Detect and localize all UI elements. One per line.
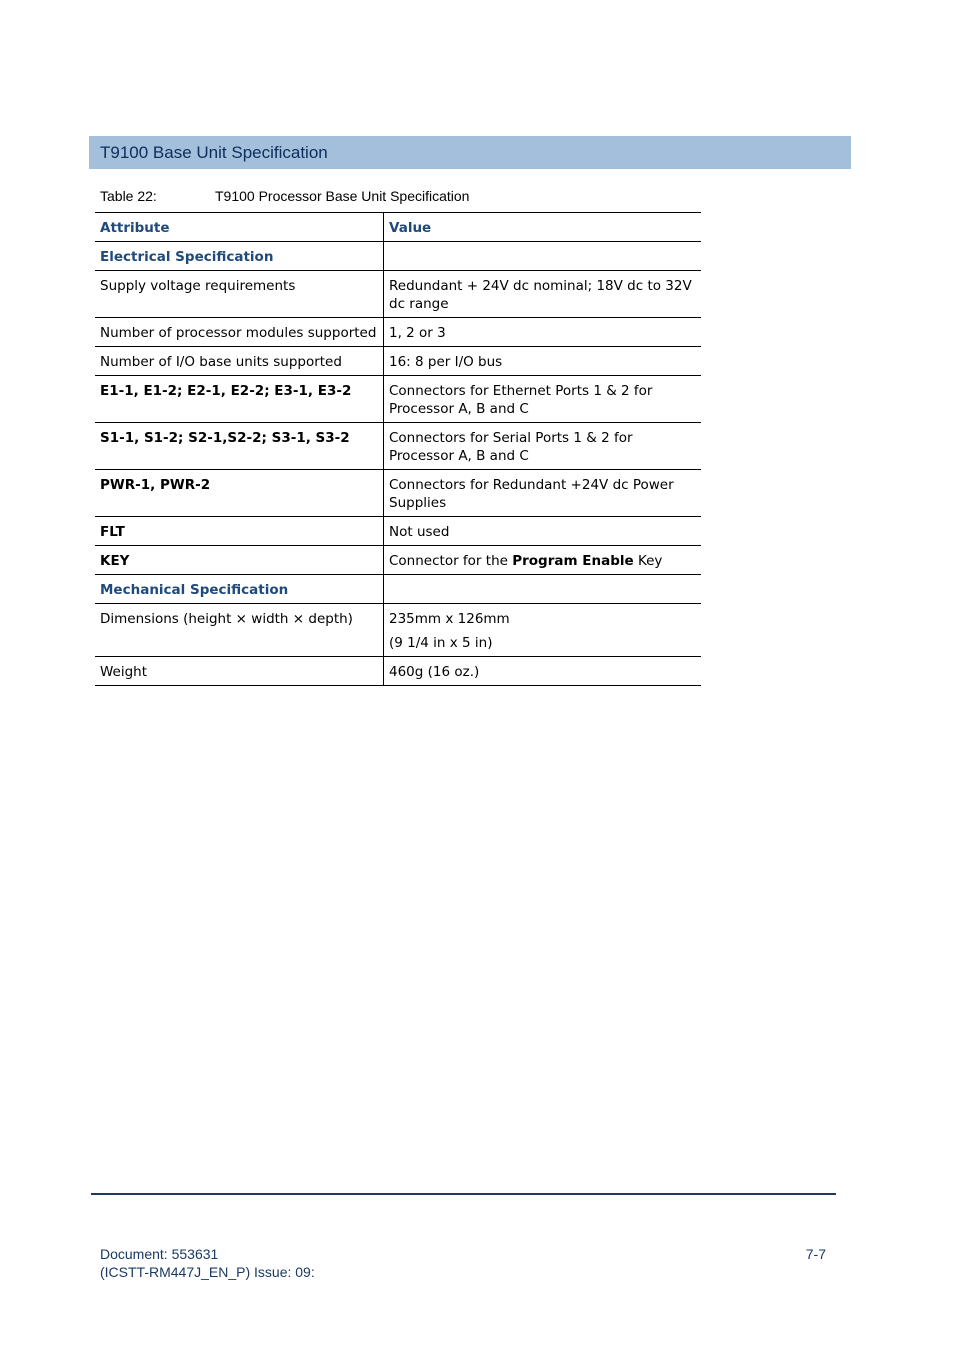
value-cell: 1, 2 or 3: [384, 318, 702, 347]
value-cell: [384, 546, 702, 575]
attribute-cell: S1-1, S1-2; S2-1,S2-2; S3-1, S3-2: [95, 423, 384, 470]
value-cell: 16: 8 per I/O bus: [384, 347, 702, 376]
value-cell: (9 1/4 in x 5 in): [384, 632, 702, 657]
table-number: Table 22:: [100, 188, 157, 204]
table-row: [95, 423, 701, 470]
table-row: [95, 517, 701, 546]
table-row: [95, 271, 701, 318]
header-attribute: Attribute: [95, 213, 384, 242]
value-cell: Not used: [384, 517, 702, 546]
table-row: [95, 657, 701, 686]
value-cell: 460g (16 oz.): [384, 657, 702, 686]
table-header-row: [95, 213, 701, 242]
table-row: [95, 604, 701, 633]
attribute-cell: Supply voltage requirements: [95, 271, 384, 318]
attribute-cell: Dimensions (height × width × depth): [95, 604, 384, 657]
value-cell: Redundant + 24V dc nominal; 18V dc to 32V dc range: [384, 271, 702, 318]
electrical-heading: Electrical Specification: [95, 242, 384, 271]
table-row: [95, 470, 701, 517]
table-title: T9100 Processor Base Unit Specification: [215, 188, 470, 204]
value-cell: Connectors for Ethernet Ports 1 & 2 for Processor A, B and C: [384, 376, 702, 423]
mechanical-heading: Mechanical Specification: [95, 575, 384, 604]
table-row: [95, 546, 701, 575]
header-value: Value: [384, 213, 702, 242]
footer-document-info: [100, 1245, 315, 1281]
spec-table: [95, 212, 701, 686]
mechanical-heading-row: [95, 575, 701, 604]
attribute-cell: FLT: [95, 517, 384, 546]
value-cell: 235mm x 126mm: [384, 604, 702, 633]
footer-divider: [91, 1193, 836, 1195]
value-emphasis: Program Enable: [512, 553, 634, 569]
table-row: [95, 376, 701, 423]
attribute-cell: Weight: [95, 657, 384, 686]
table-caption: [100, 188, 469, 204]
attribute-cell: E1-1, E1-2; E2-1, E2-2; E3-1, E3-2: [95, 376, 384, 423]
empty-cell: [384, 242, 702, 271]
attribute-cell: Number of I/O base units supported: [95, 347, 384, 376]
document-issue: (ICSTT-RM447J_EN_P) Issue: 09:: [100, 1264, 315, 1280]
value-cell: Connectors for Serial Ports 1 & 2 for Processor A, B and C: [384, 423, 702, 470]
attribute-cell: Number of processor modules supported: [95, 318, 384, 347]
table-row: [95, 347, 701, 376]
value-cell: Connectors for Redundant +24V dc Power Supplies: [384, 470, 702, 517]
document-number: Document: 553631: [100, 1246, 219, 1262]
electrical-heading-row: [95, 242, 701, 271]
empty-cell: [384, 575, 702, 604]
section-heading: T9100 Base Unit Specification: [89, 136, 851, 169]
table-row: [95, 318, 701, 347]
value-text: Connector for the: [389, 553, 513, 569]
attribute-cell: PWR-1, PWR-2: [95, 470, 384, 517]
value-text: Key: [633, 553, 663, 569]
attribute-cell: KEY: [95, 546, 384, 575]
page-number: 7-7: [805, 1246, 826, 1262]
